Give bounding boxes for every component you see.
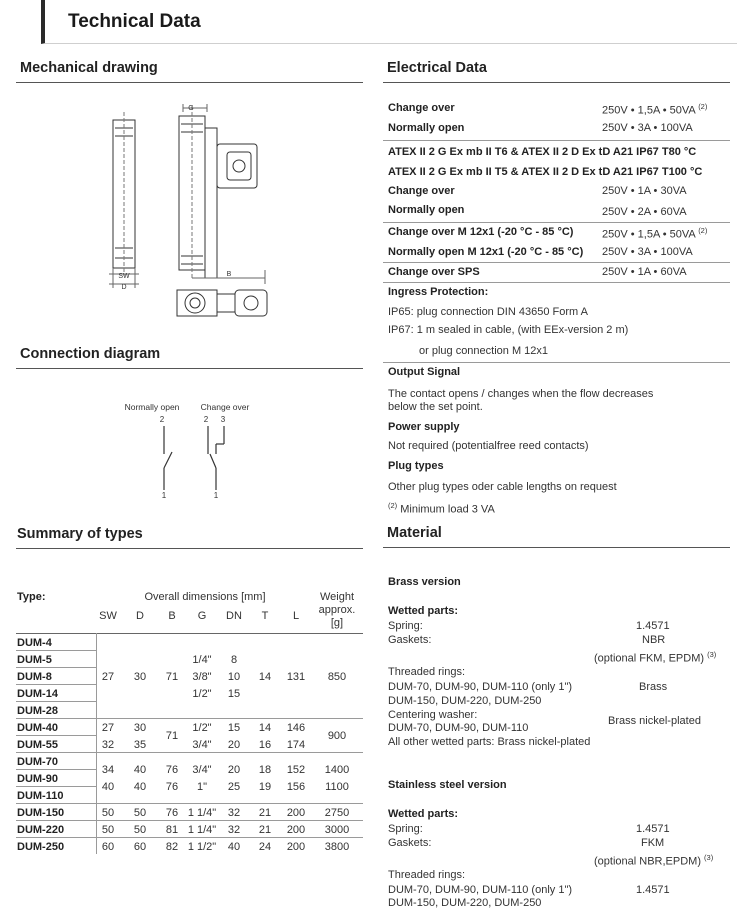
ingress-ip67-plug: or plug connection M 12x1 xyxy=(419,345,549,357)
cell: 27 xyxy=(101,671,115,683)
atex-line-2: ATEX II 2 G Ex mb II T5 & ATEX II 2 D Ex tD A21 IP67 T100 °C xyxy=(388,166,703,178)
stainless-threaded: Threaded rings: xyxy=(388,869,466,881)
stainless-threaded-1: DUM-70, DUM-90, DUM-110 (only 1") xyxy=(388,884,573,896)
type-row: DUM-4 xyxy=(17,637,52,649)
type-row: DUM-250 xyxy=(17,841,65,853)
col-g: G xyxy=(197,610,207,622)
cell: 1100 xyxy=(325,781,349,793)
brass-centering-value: Brass nickel-plated xyxy=(608,715,701,727)
cell: 200 xyxy=(286,824,306,836)
cell: 8 xyxy=(230,654,238,666)
output-line-1: The contact opens / changes when the flow decreases xyxy=(388,388,654,400)
brass-threaded-2: DUM-150, DUM-220, DUM-250 xyxy=(388,695,542,707)
cell: 156 xyxy=(286,781,306,793)
cell: 850 xyxy=(327,671,347,683)
brass-threaded: Threaded rings: xyxy=(388,666,466,678)
dim-sw-label: SW xyxy=(118,273,130,280)
output-heading: Output Signal xyxy=(388,366,461,378)
cell: 30 xyxy=(133,671,147,683)
weight-unit-label: [g] xyxy=(330,617,344,629)
stainless-threaded-value: 1.4571 xyxy=(636,884,670,896)
type-row: DUM-28 xyxy=(17,705,58,717)
cell: 200 xyxy=(286,841,306,853)
sps-value: 250V • 1A • 60VA xyxy=(602,266,687,278)
cell: 50 xyxy=(101,824,115,836)
stainless-threaded-2: DUM-150, DUM-220, DUM-250 xyxy=(388,897,542,909)
dim-g-label: G xyxy=(188,105,194,112)
cell: 1 1/4" xyxy=(187,807,217,819)
output-line-2: below the set point. xyxy=(388,401,483,413)
cell: 71 xyxy=(165,730,179,742)
type-row: DUM-8 xyxy=(17,671,52,683)
cell: 40 xyxy=(227,841,241,853)
stainless-gaskets-value: FKM xyxy=(641,837,665,849)
stainless-gaskets-label: Gaskets: xyxy=(388,837,432,849)
cell: 174 xyxy=(286,739,306,751)
cell: 50 xyxy=(101,807,115,819)
page-title: Technical Data xyxy=(68,11,201,32)
type-row: DUM-55 xyxy=(17,739,58,751)
co-pin-2: 2 xyxy=(203,415,209,424)
cell: 27 xyxy=(101,722,115,734)
brass-spring-label: Spring: xyxy=(388,620,423,632)
no-pin-bottom: 1 xyxy=(161,491,167,500)
cell: 200 xyxy=(286,807,306,819)
power-text: Not required (potentialfree reed contacts) xyxy=(388,440,589,452)
cell: 10 xyxy=(227,671,241,683)
change-over-label: Change over xyxy=(388,102,455,114)
cell: 14 xyxy=(258,671,272,683)
cell: 1 1/2" xyxy=(187,841,217,853)
normally-open-value: 250V • 3A • 100VA xyxy=(602,122,693,134)
brass-threaded-1: DUM-70, DUM-90, DUM-110 (only 1") xyxy=(388,681,573,693)
brass-threaded-value: Brass xyxy=(639,681,668,693)
cell: 34 xyxy=(101,764,115,776)
plug-text: Other plug types oder cable lengths on request xyxy=(388,481,617,493)
cell: 1400 xyxy=(324,764,350,776)
brass-gaskets-optional: (optional FKM, EPDM) $^{(3)}$ xyxy=(594,650,717,665)
cell: 35 xyxy=(133,739,147,751)
change-over-label: Change over xyxy=(200,402,250,412)
atex-normally-open-label: Normally open xyxy=(388,204,465,216)
electrical-heading: Electrical Data xyxy=(387,60,487,76)
cell: 40 xyxy=(133,781,147,793)
atex-change-over-value: 250V • 1A • 30VA xyxy=(602,185,687,197)
cell: 131 xyxy=(286,671,306,683)
type-row: DUM-14 xyxy=(17,688,58,700)
connection-heading: Connection diagram xyxy=(20,346,161,362)
stainless-spring-label: Spring: xyxy=(388,823,423,835)
normally-open-label: Normally open xyxy=(124,402,180,412)
cell: 76 xyxy=(165,807,179,819)
mechanical-heading: Mechanical drawing xyxy=(20,60,158,76)
cell: 21 xyxy=(258,807,272,819)
no-pin-top: 2 xyxy=(159,415,165,424)
cell: 900 xyxy=(327,730,347,742)
cell: 60 xyxy=(133,841,147,853)
cell: 81 xyxy=(165,824,179,836)
type-row: DUM-90 xyxy=(17,773,58,785)
power-heading: Power supply xyxy=(388,421,460,433)
cell: 1/4" xyxy=(192,654,212,666)
brass-centering-1: DUM-70, DUM-90, DUM-110 xyxy=(388,722,529,734)
col-d: D xyxy=(136,610,144,622)
brass-wetted: Wetted parts: xyxy=(388,605,459,617)
cell: 1/2" xyxy=(192,688,212,700)
cell: 25 xyxy=(227,781,241,793)
type-row: DUM-220 xyxy=(17,824,65,836)
co-pin-bottom: 1 xyxy=(213,491,219,500)
cell: 15 xyxy=(227,688,241,700)
col-sw: SW xyxy=(99,610,117,622)
cell: 32 xyxy=(101,739,115,751)
brass-spring-value: 1.4571 xyxy=(636,620,670,632)
cell: 2750 xyxy=(324,807,350,819)
type-row: DUM-40 xyxy=(17,722,58,734)
brass-other: All other wetted parts: Brass nickel-plated xyxy=(388,736,591,748)
material-rule xyxy=(383,547,730,548)
dim-b-label: B xyxy=(226,271,232,278)
cell: 1 1/4" xyxy=(187,824,217,836)
summary-heading: Summary of types xyxy=(17,526,143,542)
cell: 40 xyxy=(101,781,115,793)
footnote: $^{(2)}$ Minimum load 3 VA xyxy=(388,501,495,516)
brass-heading: Brass version xyxy=(388,576,461,588)
brass-centering: Centering washer: xyxy=(388,709,478,721)
cell: 50 xyxy=(133,824,147,836)
cell: 60 xyxy=(101,841,115,853)
cell: 16 xyxy=(258,739,272,751)
stainless-wetted: Wetted parts: xyxy=(388,808,459,820)
cell: 152 xyxy=(286,764,306,776)
stainless-heading: Stainless steel version xyxy=(388,779,507,791)
m12-normally-open-label: Normally open M 12x1 (-20 °C - 85 °C) xyxy=(388,246,584,258)
ingress-heading: Ingress Protection: xyxy=(388,286,489,298)
cell: 24 xyxy=(258,841,272,853)
atex-normally-open-value: 250V • 2A • 60VA xyxy=(602,206,687,218)
cell: 14 xyxy=(258,722,272,734)
dim-d-label: D xyxy=(121,284,127,291)
col-t: T xyxy=(261,610,269,622)
normally-open-label: Normally open xyxy=(388,122,465,134)
cell: 20 xyxy=(227,739,241,751)
cell: 32 xyxy=(227,807,241,819)
cell: 3000 xyxy=(324,824,350,836)
cell: 82 xyxy=(165,841,179,853)
material-heading: Material xyxy=(387,525,442,541)
brass-gaskets-label: Gaskets: xyxy=(388,634,432,646)
cell: 146 xyxy=(286,722,306,734)
cell: 76 xyxy=(165,781,179,793)
col-b: B xyxy=(168,610,176,622)
cell: 1/2" xyxy=(192,722,212,734)
cell: 19 xyxy=(258,781,272,793)
stainless-spring-value: 1.4571 xyxy=(636,823,670,835)
electrical-rule xyxy=(383,82,730,83)
type-row: DUM-5 xyxy=(17,654,52,666)
sps-label: Change over SPS xyxy=(388,266,480,278)
overall-dimensions-label: Overall dimensions [mm] xyxy=(144,591,266,603)
m12-change-over-label: Change over M 12x1 (-20 °C - 85 °C) xyxy=(388,226,574,238)
cell: 71 xyxy=(165,671,179,683)
weight-approx-label: approx. xyxy=(318,604,356,616)
cell: 1" xyxy=(196,781,208,793)
type-label: Type: xyxy=(17,591,46,603)
col-l: L xyxy=(292,610,300,622)
cell: 20 xyxy=(227,764,241,776)
stainless-gaskets-optional: (optional NBR,EPDM) $^{(3)}$ xyxy=(594,853,714,868)
cell: 32 xyxy=(227,824,241,836)
type-row: DUM-110 xyxy=(17,790,64,802)
co-pin-3: 3 xyxy=(220,415,226,424)
cell: 3/4" xyxy=(192,739,212,751)
m12-normally-open-value: 250V • 3A • 100VA xyxy=(602,246,693,258)
cell: 3800 xyxy=(324,841,350,853)
cell: 21 xyxy=(258,824,272,836)
change-over-value: 250V • 1,5A • 50VA $^{(2)}$ xyxy=(602,102,708,117)
cell: 15 xyxy=(227,722,241,734)
type-row: DUM-150 xyxy=(17,807,65,819)
cell: 3/4" xyxy=(192,764,212,776)
m12-change-over-value: 250V • 1,5A • 50VA $^{(2)}$ xyxy=(602,226,708,241)
cell: 30 xyxy=(133,722,147,734)
weight-label: Weight xyxy=(319,591,355,603)
cell: 3/8" xyxy=(192,671,212,683)
ingress-ip67: IP67: 1 m sealed in cable, (with EEx-version 2 m) xyxy=(388,324,629,336)
atex-line-1: ATEX II 2 G Ex mb II T6 & ATEX II 2 D Ex tD A21 IP67 T80 °C xyxy=(388,146,697,158)
brass-gaskets-value: NBR xyxy=(642,634,666,646)
atex-change-over-label: Change over xyxy=(388,185,455,197)
cell: 40 xyxy=(133,764,147,776)
type-row: DUM-70 xyxy=(17,756,58,768)
cell: 76 xyxy=(165,764,179,776)
cell: 18 xyxy=(258,764,272,776)
cell: 50 xyxy=(133,807,147,819)
col-dn: DN xyxy=(226,610,242,622)
plug-heading: Plug types xyxy=(388,460,444,472)
ingress-ip65: IP65: plug connection DIN 43650 Form A xyxy=(388,306,588,318)
